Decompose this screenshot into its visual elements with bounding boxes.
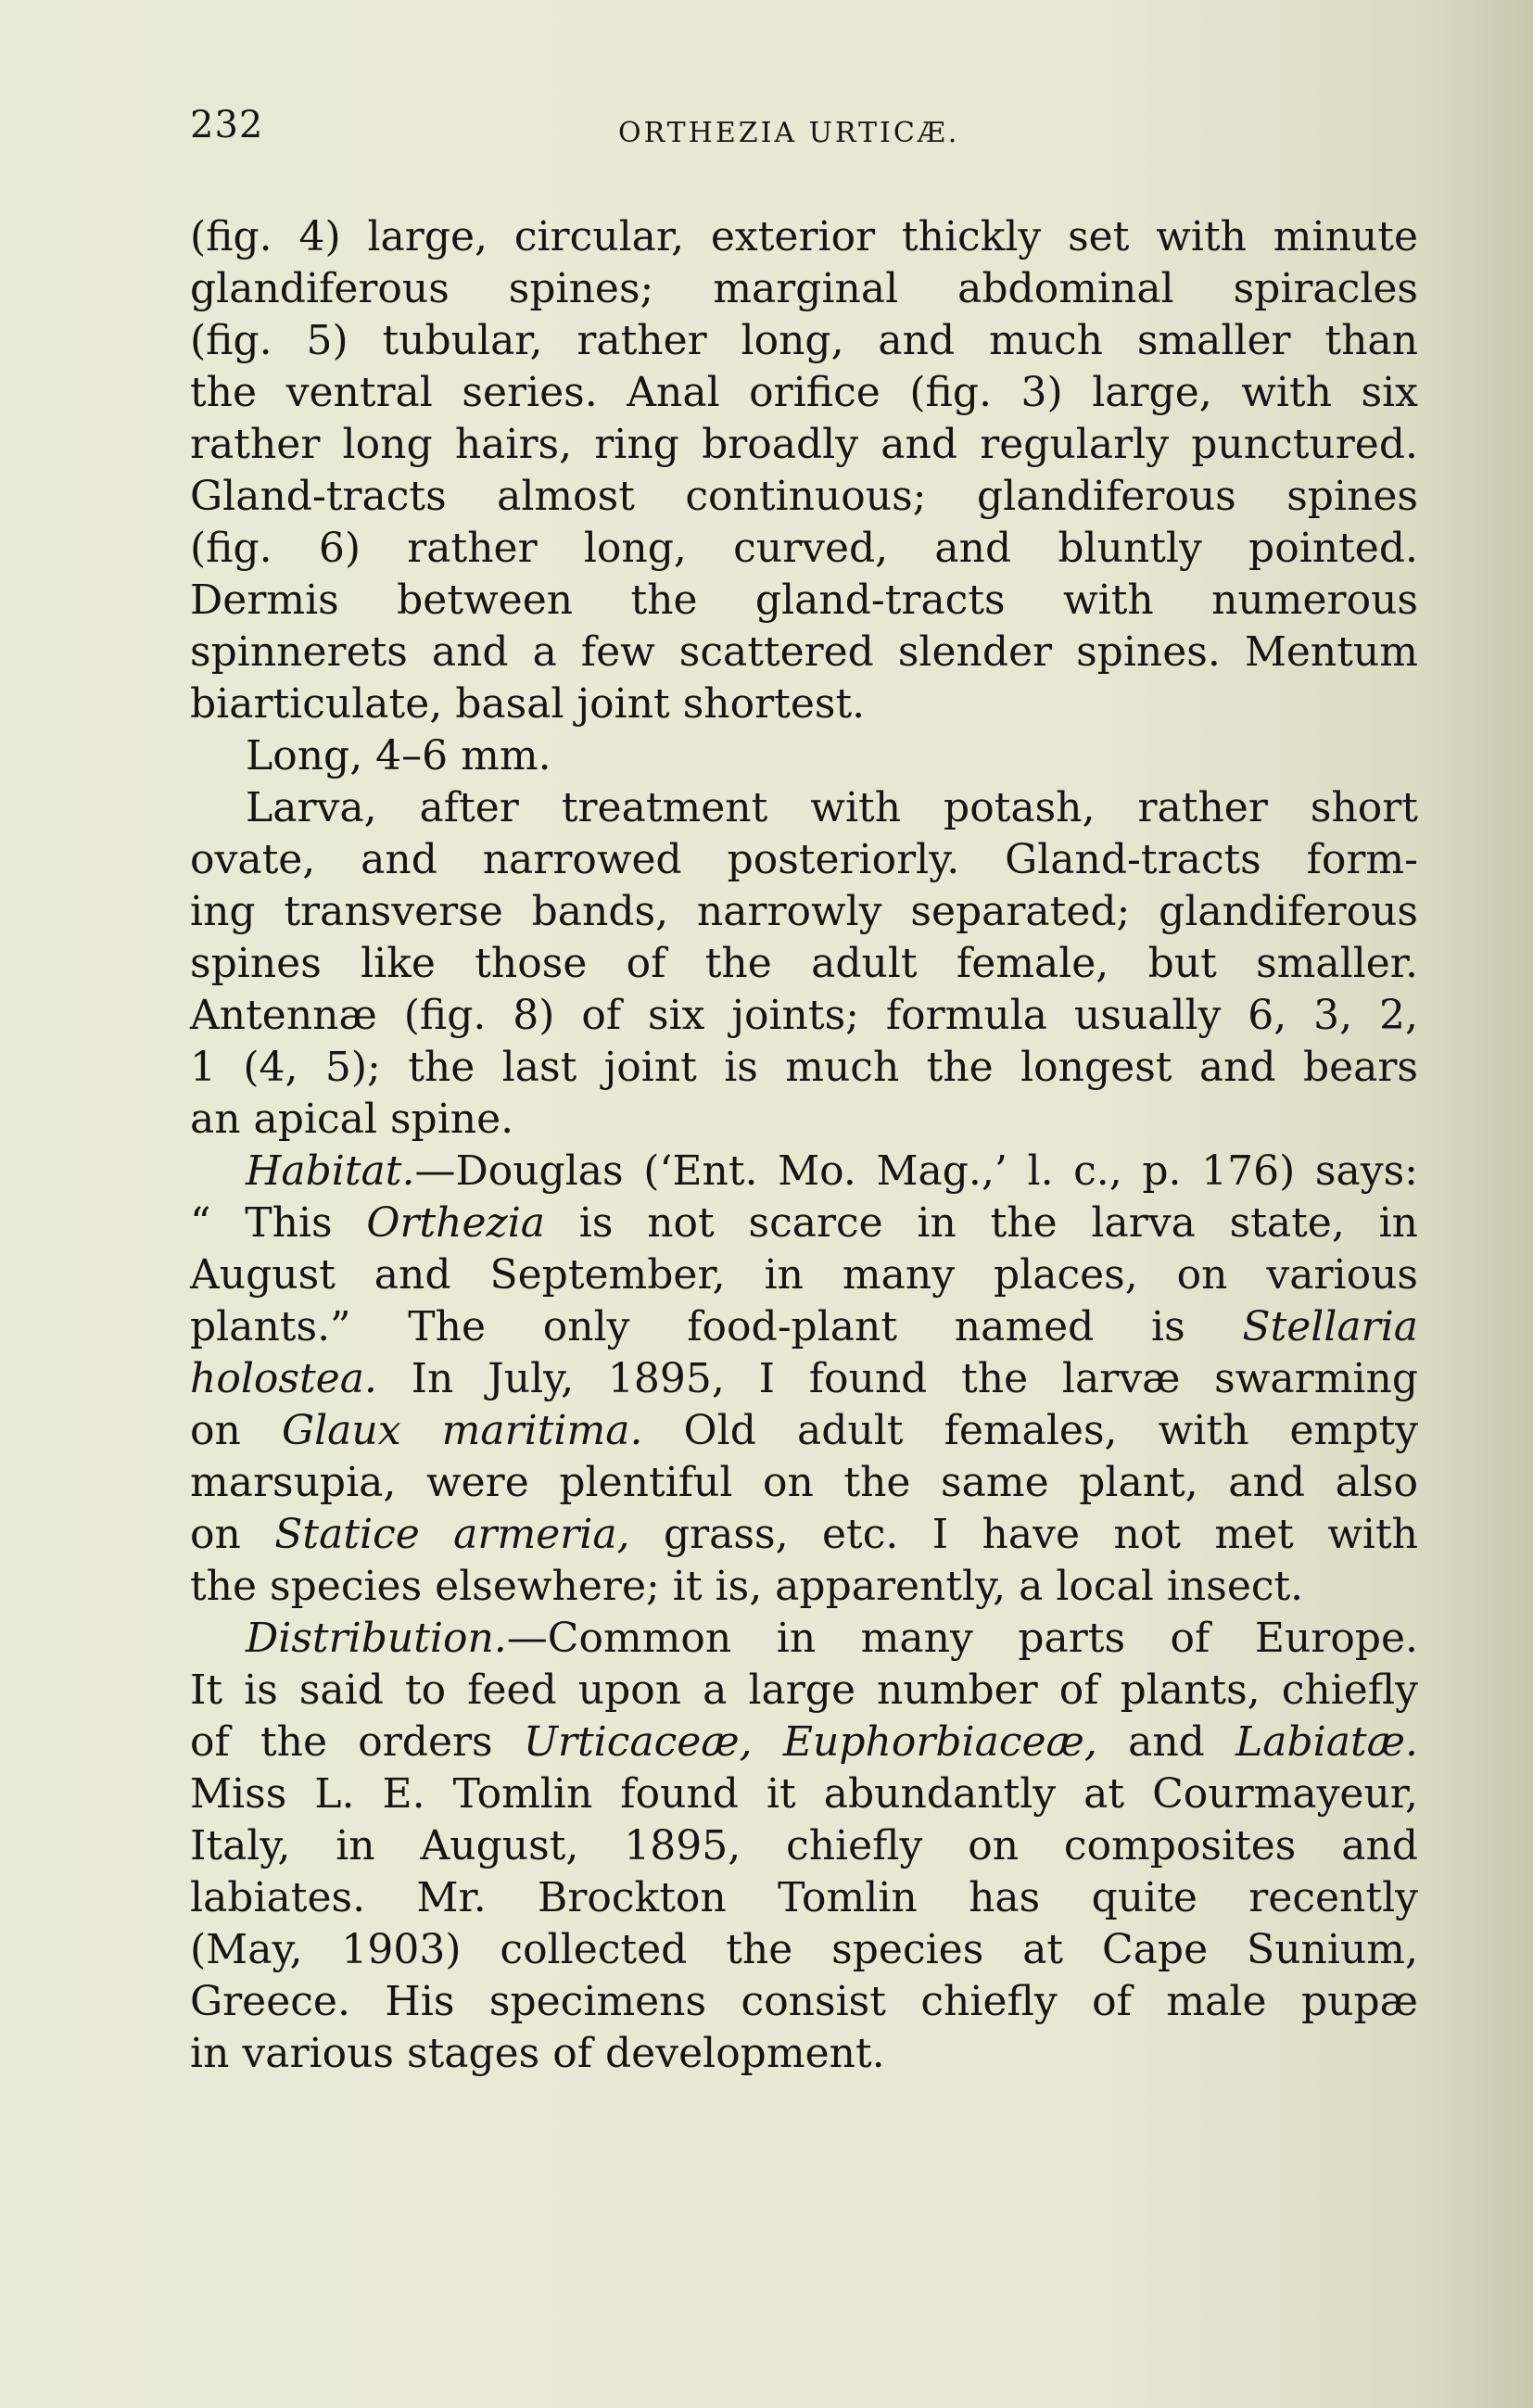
- text-line: glandiferous spines; marginal abdominal spiracles: [190, 265, 1418, 312]
- taxon-name: Euphorbiaceæ,: [782, 1718, 1097, 1766]
- text-line: marsupia, were plentiful on the same plant, and also: [190, 1459, 1418, 1506]
- text-run: Old adult females, with empty: [642, 1407, 1418, 1454]
- paragraph-distribution: [190, 1613, 1418, 2080]
- text-line: It is said to feed upon a large number of plants, chiefly: [190, 1667, 1418, 1714]
- text-line: labiates. Mr. Brockton Tomlin has quite recently: [190, 1874, 1418, 1921]
- section-heading-habitat: Habitat.: [246, 1147, 415, 1195]
- text-line: August and September, in many places, on various: [190, 1251, 1418, 1299]
- running-header: [190, 104, 1423, 159]
- text-run: of the orders: [190, 1718, 524, 1766]
- text-run: is not scarce in the larva state, in: [545, 1199, 1418, 1247]
- text-run: on: [190, 1407, 282, 1454]
- text-line: (fig. 6) rather long, curved, and bluntly pointed.: [190, 525, 1418, 572]
- text-run: and: [1096, 1718, 1236, 1766]
- text-line: an apical spine.: [190, 1096, 514, 1143]
- text-line: [190, 1405, 1418, 1457]
- paragraph-habitat: [190, 1146, 1418, 1613]
- text-run: “ This: [190, 1199, 367, 1247]
- taxon-name: Glaux maritima.: [281, 1407, 643, 1454]
- text-line: Miss L. E. Tomlin found it abundantly at Courmayeur,: [190, 1770, 1418, 1818]
- text-run: on: [190, 1511, 275, 1558]
- text-line: (May, 1903) collected the species at Cape Sunium,: [190, 1926, 1418, 1973]
- text-line: Italy, in August, 1895, chiefly on composites and: [190, 1822, 1418, 1869]
- text-line: Long, 4–6 mm.: [246, 732, 551, 779]
- text-line: the species elsewhere; it is, apparently, a local insect.: [190, 1563, 1304, 1610]
- text-line: [190, 1613, 1418, 1665]
- text-line: Larva, after treatment with potash, rather short: [246, 784, 1418, 831]
- text-line: [190, 1509, 1418, 1561]
- text-line: [190, 1146, 1418, 1198]
- text-line: [190, 1717, 1418, 1768]
- text-line: rather long hairs, ring broadly and regularly punctured.: [190, 421, 1418, 468]
- text-line: spinnerets and a few scattered slender spines. Mentum: [190, 628, 1418, 676]
- text-line: Dermis between the gland-tracts with numerous: [190, 577, 1418, 624]
- section-heading-distribution: Distribution.: [246, 1615, 507, 1662]
- text-line: (fig. 5) tubular, rather long, and much smaller than: [190, 317, 1418, 364]
- paragraph-larva: [190, 782, 1418, 1146]
- text-line: [190, 1301, 1418, 1353]
- text-run: —Common in many parts of Europe.: [506, 1615, 1418, 1662]
- taxon-name: Stellaria: [1242, 1303, 1418, 1350]
- text-run: plants.” The only food-plant named is: [190, 1303, 1243, 1350]
- text-line: (fig. 4) large, circular, exterior thickly set with minute: [190, 213, 1418, 260]
- body-text: [190, 211, 1418, 2080]
- running-title: ORTHEZIA URTICÆ.: [618, 117, 960, 149]
- text-run: [753, 1718, 783, 1766]
- taxon-name: holostea.: [190, 1355, 377, 1402]
- paragraph-description: [190, 211, 1418, 730]
- text-line: ovate, and narrowed posteriorly. Gland-tracts form-: [190, 836, 1418, 883]
- taxon-name: Labiatæ.: [1235, 1718, 1418, 1766]
- text-run: In July, 1895, I found the larvæ swarming: [376, 1355, 1418, 1402]
- text-line: ing transverse bands, narrowly separated; glandiferous: [190, 888, 1418, 935]
- text-line: [190, 1198, 1418, 1249]
- page-number: 232: [190, 104, 264, 146]
- paragraph-length: [190, 730, 1418, 782]
- taxon-name: Urticaceæ,: [523, 1718, 753, 1766]
- text-line: Antennæ (fig. 8) of six joints; formula usually 6, 3, 2,: [190, 992, 1418, 1039]
- text-line: Greece. His specimens consist chiefly of male pupæ: [190, 1978, 1418, 2025]
- text-line: [190, 1353, 1418, 1405]
- text-line: Gland-tracts almost continuous; glandiferous spines: [190, 473, 1418, 520]
- text-run: —Douglas (‘Ent. Mo. Mag.,’ l. c., p. 176) says:: [414, 1147, 1418, 1195]
- text-line: the ventral series. Anal orifice (fig. 3) large, with six: [190, 369, 1418, 416]
- text-line: spines like those of the adult female, but smaller.: [190, 940, 1418, 987]
- taxon-name: Orthezia: [366, 1199, 546, 1247]
- taxon-name: Statice armeria,: [274, 1511, 630, 1558]
- text-line: biarticulate, basal joint shortest.: [190, 680, 866, 728]
- text-run: grass, etc. I have not met with: [629, 1511, 1418, 1558]
- text-line: 1 (4, 5); the last joint is much the longest and bears: [190, 1044, 1418, 1091]
- text-line: in various stages of development.: [190, 2030, 885, 2077]
